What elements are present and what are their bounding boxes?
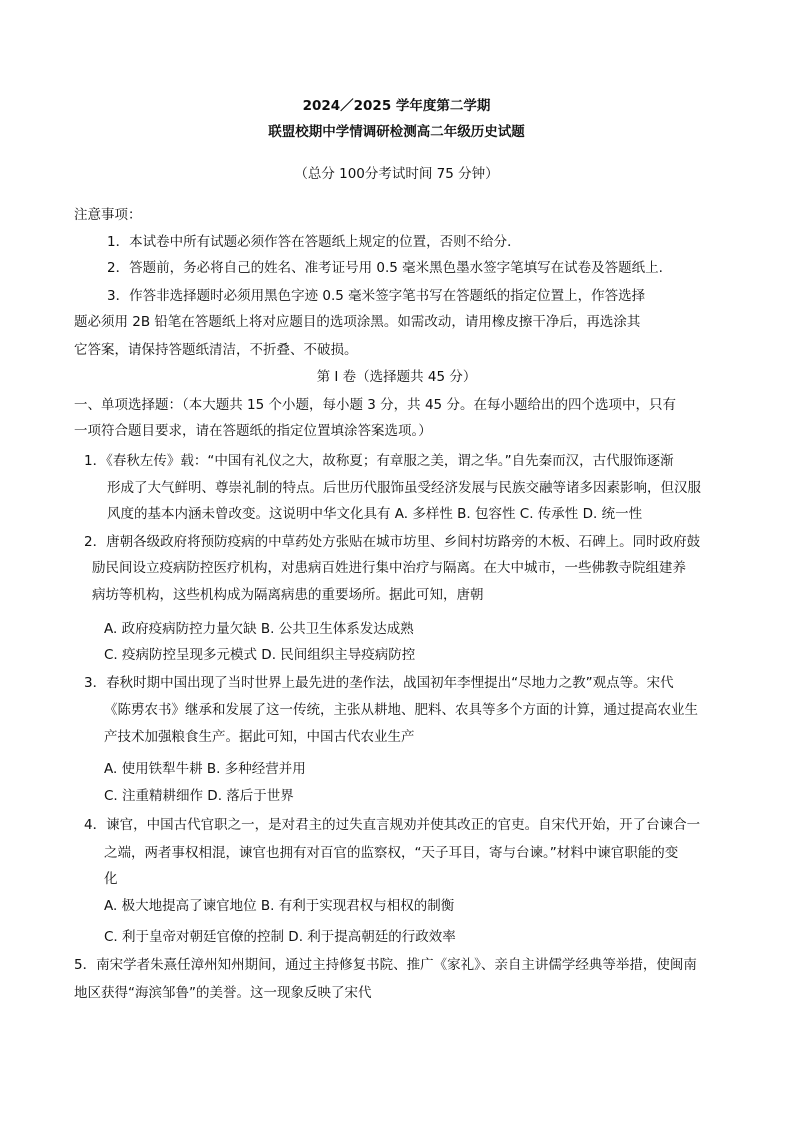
section-intro-line-2: 一项符合题目要求，请在答题纸的指定位置填涂答案选项。） — [74, 423, 432, 439]
exam-year: 2024／2025 学年度第二学期 — [302, 98, 491, 114]
question-4-line-2: 之端，两者事权相混，谏官也拥有对百官的监察权，“天子耳目，寄与台谏。”材料中谏官职能的变 — [104, 845, 679, 861]
exam-subtitle: （总分 100分考试时间 75 分钟） — [294, 166, 499, 182]
question-4-options-ab: A. 极大地提高了谏官地位 B. 有利于实现君权与相权的制衡 — [104, 898, 455, 914]
note-1: 1．本试卷中所有试题必须作答在答题纸上规定的位置，否则不给分． — [107, 234, 521, 250]
question-3-line-3: 产技术加强粮食生产。据此可知，中国古代农业生产 — [104, 729, 415, 745]
question-2-options-ab: A. 政府疫病防控力量欠缺 B. 公共卫生体系发达成熟 — [104, 621, 414, 637]
note-3-line-1: 3．作答非选择题时必须用黑色字迹 0.5 毫米签字笔书写在答题纸的指定位置上，作答选择 — [107, 288, 646, 304]
question-1-line-3: 风度的基本内涵未曾改变。这说明中华文化具有 A. 多样性 B. 包容性 C. 传承性 D. 统一性 — [107, 506, 643, 522]
question-4-line-3: 化 — [104, 871, 118, 887]
question-4-line-1: 4．谏官，中国古代官职之一，是对君主的过失直言规劝并使其改正的官吏。自宋代开始，开了台谏合一 — [84, 817, 701, 833]
question-2-line-2: 励民间设立疫病防控医疗机构，对患病百姓进行集中治疗与隔离。在大中城市，一些佛教寺院组建养 — [92, 560, 686, 576]
question-1-line-2: 形成了大气鲜明、尊崇礼制的特点。后世历代服饰虽受经济发展与民族交融等诸多因素影响，但汉服 — [107, 480, 701, 496]
question-5-line-2: 地区获得“海滨邹鲁”的美誉。这一现象反映了宋代 — [74, 985, 372, 1001]
note-3-line-2: 题必须用 2B 铅笔在答题纸上将对应题目的选项涂黑。如需改动，请用橡皮擦干净后，再选涂其 — [74, 314, 641, 330]
note-3-line-3: 它答案，请保持答题纸清洁，不折叠、不破损。 — [74, 342, 358, 358]
question-3-options-ab: A. 使用铁犁牛耕 B. 多种经营并用 — [104, 761, 306, 777]
question-4-options-cd: C. 利于皇帝对朝廷官僚的控制 D. 利于提高朝廷的行政效率 — [104, 929, 456, 945]
question-2-line-1: 2．唐朝各级政府将预防疫病的中草药处方张贴在城市坊里、乡间村坊路旁的木板、石碑上。同时政府鼓 — [84, 534, 701, 550]
question-3-line-2: 《陈旉农书》继承和发展了这一传统，主张从耕地、肥料、农具等多个方面的计算，通过提高农业生 — [104, 702, 698, 718]
section-title: 第 Ⅰ 卷（选择题共 45 分） — [316, 369, 477, 385]
note-2: 2．答题前，务必将自己的姓名、准考证号用 0.5 毫米黑色墨水签字笔填写在试卷及答题纸上. — [107, 260, 663, 276]
question-3-line-1: 3．春秋时期中国出现了当时世界上最先进的垄作法，战国初年李悝提出“尽地力之教”观点等。宋代 — [84, 675, 674, 691]
exam-title: 联盟校期中学情调研检测高二年级历史试题 — [268, 124, 525, 140]
question-2-options-cd: C. 疫病防控呈现多元模式 D. 民间组织主导疫病防控 — [104, 647, 416, 663]
notes-heading: 注意事项： — [74, 207, 142, 223]
question-3-options-cd: C. 注重精耕细作 D. 落后于世界 — [104, 788, 294, 804]
question-1-line-1: 1．《春秋左传》载：“中国有礼仪之大，故称夏；有章服之美，谓之华。”自先秦而汉，古代服饰逐渐 — [84, 453, 674, 469]
section-intro-line-1: 一、单项选择题：（本大题共 15 个小题，每小题 3 分，共 45 分。在每小题给出的四个选项中，只有 — [74, 397, 676, 413]
question-5-line-1: 5．南宋学者朱熹任漳州知州期间，通过主持修复书院、推广《家礼》、亲自主讲儒学经典等举措，使闽南 — [74, 957, 697, 973]
question-2-line-3: 病坊等机构，这些机构成为隔离病患的重要场所。据此可知，唐朝 — [92, 587, 484, 603]
